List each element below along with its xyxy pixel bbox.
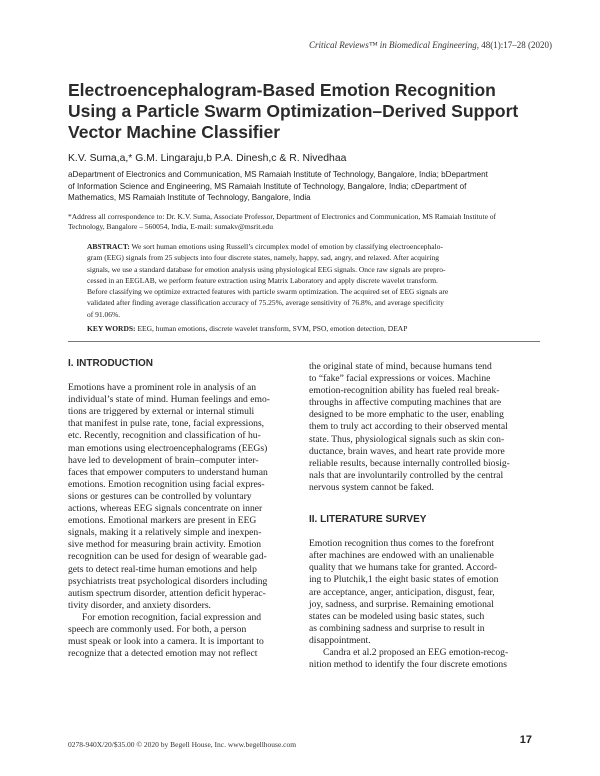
text-line: reliable results, because internally controlled biosig-	[309, 457, 510, 469]
text-line: designed to be more emphatic to the user, enabling	[309, 409, 504, 421]
text-line: quality that we humans take for granted. Accord-	[309, 562, 498, 574]
text-line: psychiatrists treat psychological disorders including	[68, 575, 268, 587]
text-line: emotions. Emotional markers are present in EEG	[68, 515, 257, 527]
text-line: must speak or look into a camera. It is important to	[68, 636, 264, 648]
paper-title	[68, 80, 538, 143]
literature-paragraph-1	[309, 538, 541, 647]
heading-spacer	[309, 526, 541, 538]
text-line: Emotions have a prominent role in analysis of an	[68, 382, 257, 394]
text-line: recognition can be used for design of wearable gad-	[68, 551, 267, 563]
text-line: speech are commonly used. For both, a person	[68, 623, 247, 635]
text-line: to “fake” facial expressions or voices. Machine	[309, 373, 491, 385]
text-line: tivity disorder, and anxiety disorders.	[68, 599, 211, 611]
intro-paragraph-1	[68, 382, 300, 612]
text-line: states can be modeled using basic states, such	[309, 610, 485, 622]
literature-heading: II. LITERATURE SURVEY	[309, 514, 427, 526]
abstract-line: validated after finding average classification accuracy of 75.25%, average sensitivity of 76.8%, and average specificity	[87, 298, 444, 308]
text-line: individual’s state of mind. Human feelings and emo-	[68, 394, 270, 406]
abstract-line: signals, we use a standard database for emotion analysis using physiological EEG signals. Once raw signals are prepro-	[87, 264, 446, 274]
literature-paragraph-2	[309, 647, 541, 671]
right-column	[309, 361, 541, 671]
text-line: have led to development of brain–computer inter-	[68, 454, 259, 466]
keywords	[87, 324, 407, 333]
affiliations	[68, 169, 540, 204]
abstract-first-line: We sort human emotions using Russell’s circumplex model of emotion by classifying electroencephalo-	[129, 242, 443, 251]
text-line: nervous system cannot be faked.	[309, 481, 434, 493]
keywords-text: EEG, human emotions, discrete wavelet transform, SVM, PSO, emotion detection, DEAP	[135, 324, 408, 333]
text-line: state. Thus, physiological signals such as skin con-	[309, 433, 505, 445]
text-line: ing to Plutchik,1 the eight basic states of emotion	[309, 574, 499, 586]
text-line: etc. Recently, recognition and classification of hu-	[68, 430, 261, 442]
text-line: emotion-recognition ability has fueled real break-	[309, 385, 500, 397]
text-line: nals that are involuntarily controlled by the central	[309, 469, 504, 481]
abstract-line: of 91.06%.	[87, 309, 121, 319]
text-line: after machines are endowed with an unalienable	[309, 550, 494, 562]
title-line: Electroencephalogram-Based Emotion Recognition	[68, 80, 496, 100]
text-line: nition method to identify the four discrete emotions	[309, 659, 507, 671]
text-line: sions or gestures can be controlled by voluntary	[68, 490, 252, 502]
text-line: faces that empower computers to understand human	[68, 466, 268, 478]
correspondence-line: *Address all correspondence to: Dr. K.V. Suma, Associate Professor, Department of Electronics and Communication, MS Ramaiah Institute of	[68, 212, 497, 221]
text-line: are acceptance, anger, anticipation, disgust, fear,	[309, 586, 495, 598]
text-line: recognize that a detected emotion may not reflect	[68, 648, 258, 660]
journal-name: Critical Reviews™ in Biomedical Engineering,	[308, 40, 479, 50]
intro-paragraph-2	[68, 612, 300, 660]
introduction-heading: I. INTRODUCTION	[68, 358, 153, 369]
page-number: 17	[519, 734, 532, 746]
correspondence-note	[68, 212, 542, 232]
abstract	[87, 241, 531, 320]
abstract-line: cessed in an EEGLAB, we perform feature extraction using Matrix Laboratory and apply discrete wavelet transform.	[87, 275, 438, 285]
correspondence-line: Technology, Bangalore – 560054, India, E-mail: sumakv@msrit.edu	[68, 222, 274, 231]
text-line: them to truly act according to their observed mental	[309, 421, 508, 433]
abstract-line: gram (EEG) signals from 25 subjects into four discrete states, namely, happy, sad, angry, and relaxed. After acquiring	[87, 253, 439, 263]
running-header	[309, 40, 552, 50]
intro-continued	[309, 361, 541, 494]
text-line: as combining sadness and surprise to result in	[309, 622, 485, 634]
text-line: autism spectrum disorder, attention deficit hyperac-	[68, 587, 266, 599]
left-column	[68, 358, 300, 660]
text-line: emotions. Emotion recognition using facial expres-	[68, 478, 265, 490]
copyright-footer: 0278-940X/20/$35.00 © 2020 by Begell House, Inc. www.begellhouse.com	[68, 740, 297, 749]
text-line: signals, making it a relatively simple and inexpen-	[68, 527, 262, 539]
section-divider	[68, 341, 540, 342]
text-line: sive method for measuring brain activity. Emotion	[68, 539, 262, 551]
journal-volume: 48(1):17–28 (2020)	[481, 40, 552, 50]
text-line: Emotion recognition thus comes to the forefront	[309, 538, 494, 550]
affiliation-line: Mathematics, MS Ramaiah Institute of Technology, Bangalore, India	[68, 193, 311, 202]
text-line: ductance, brain waves, and heart rate provide more	[309, 445, 505, 457]
text-line: the original state of mind, because humans tend	[309, 361, 492, 372]
text-line: gets to detect real-time human emotions and help	[68, 563, 257, 575]
text-line: actions, whereas EEG signals concentrate on inner	[68, 503, 263, 515]
keywords-label: KEY WORDS:	[87, 324, 136, 333]
text-line: tions are triggered by external or internal stimuli	[68, 406, 255, 418]
abstract-line: Before classifying we optimize extracted features with particle swarm optimization. The acquired set of EEG signals are	[87, 287, 449, 297]
author-list: K.V. Suma,a,* G.M. Lingaraju,b P.A. Dinesh,c & R. Nivedhaa	[68, 153, 347, 164]
affiliation-line: of Information Science and Engineering, MS Ramaiah Institute of Technology, Bangalore, India; cDepartment of	[68, 181, 467, 191]
text-line: Candra et al.2 proposed an EEG emotion-recog-	[323, 646, 509, 658]
section-spacer	[309, 494, 541, 514]
title-line: Using a Particle Swarm Optimization–Derived Support	[68, 101, 519, 121]
abstract-line	[87, 241, 531, 252]
title-line: Vector Machine Classifier	[68, 122, 281, 142]
text-line: disappointment.	[309, 634, 371, 646]
text-line: For emotion recognition, facial expression and	[82, 611, 262, 623]
text-line: throughs in affective computing machines that are	[309, 397, 502, 409]
text-line: that manifest in pulse rate, tone, facial expressions,	[68, 418, 265, 430]
abstract-label: ABSTRACT:	[87, 242, 130, 251]
affiliation-line: aDepartment of Electronics and Communication, MS Ramaiah Institute of Technology, Bangalore, India; bDepartment	[68, 170, 488, 179]
text-line: man emotions using electroencephalograms (EEGs)	[68, 442, 268, 454]
text-line: joy, sadness, and surprise. Remaining emotional	[309, 598, 494, 610]
heading-spacer	[68, 370, 300, 382]
